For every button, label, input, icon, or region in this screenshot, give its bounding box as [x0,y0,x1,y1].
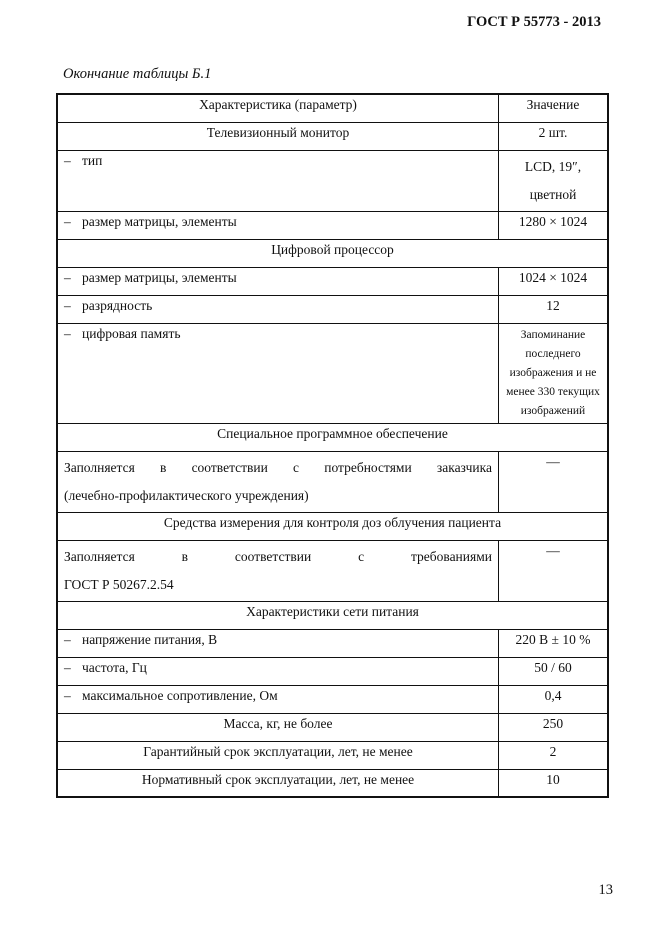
table-row [57,741,608,769]
spec-table [56,93,609,798]
row-value: 2 шт. [499,122,609,150]
section-title: Средства измерения для контроля доз облучения пациента [57,512,608,540]
row-label-line: ГОСТ Р 50267.2.54 [64,576,174,592]
table-row [57,657,608,685]
row-label [57,150,499,211]
document-id: ГОСТ Р 55773 - 2013 [467,14,601,30]
row-label-line: Заполняется в соответствии с требованиями [64,548,492,564]
row-label: Нормативный срок эксплуатации, лет, не менее [57,769,499,797]
section-title: Характеристики сети питания [57,601,608,629]
row-value: 12 [499,295,609,323]
section-row [57,512,608,540]
row-label-text: размер матрицы, элементы [82,213,237,229]
table-caption: Окончание таблицы Б.1 [63,66,212,82]
table-row [57,323,608,423]
row-label [57,451,499,512]
row-label [57,629,499,657]
list-dash: – [64,213,71,229]
section-row [57,601,608,629]
row-label: Телевизионный монитор [57,122,499,150]
value-line: LCD, 19″, [524,158,582,174]
row-label-text: частота, Гц [82,659,147,675]
row-value: — [499,540,609,601]
value-line: Запоминание [520,328,586,341]
table-row [57,211,608,239]
row-value [499,323,609,423]
list-dash: – [64,631,71,647]
row-label-text: разрядность [82,297,153,313]
list-dash: – [64,152,71,168]
row-label [57,295,499,323]
row-label [57,323,499,423]
row-label-text: максимальное сопротивление, Ом [82,687,278,703]
row-value: 0,4 [499,685,609,713]
list-dash: – [64,297,71,313]
list-dash: – [64,269,71,285]
table-row [57,685,608,713]
value-line: изображения и не [509,366,597,379]
value-line: менее 330 текущих [506,385,600,398]
section-title: Специальное программное обеспечение [57,423,608,451]
row-label [57,657,499,685]
row-label-text: напряжение питания, В [82,631,218,647]
header-parameter: Характеристика (параметр) [57,94,499,122]
table-row [57,150,608,211]
row-label [57,267,499,295]
row-value: 250 [499,713,609,741]
row-label-line: Заполняется в соответствии с потребностями заказчика [64,459,492,475]
row-label-text: цифровая память [82,325,181,341]
table-row [57,295,608,323]
row-value: 10 [499,769,609,797]
row-value: 2 [499,741,609,769]
table-row [57,713,608,741]
row-label: Масса, кг, не более [57,713,499,741]
page-number: 13 [598,882,613,898]
header-value: Значение [499,94,609,122]
list-dash: – [64,325,71,341]
section-row [57,239,608,267]
row-label-text: тип [82,152,103,168]
table-row [57,629,608,657]
list-dash: – [64,659,71,675]
table-row [57,769,608,797]
table-row [57,122,608,150]
list-dash: – [64,687,71,703]
value-line: цветной [529,186,577,202]
section-row [57,423,608,451]
row-value: 1280 × 1024 [499,211,609,239]
row-value: — [499,451,609,512]
row-value: 50 / 60 [499,657,609,685]
table-row [57,540,608,601]
table-row [57,451,608,512]
section-title: Цифровой процессор [57,239,608,267]
table-row [57,267,608,295]
row-value: 220 В ± 10 % [499,629,609,657]
row-label: Гарантийный срок эксплуатации, лет, не менее [57,741,499,769]
row-label-line: (лечебно-профилактического учреждения) [64,487,309,503]
row-label [57,685,499,713]
value-line: последнего [525,347,581,360]
row-label [57,211,499,239]
table-header-row [57,94,608,122]
row-value [499,150,609,211]
row-label-text: размер матрицы, элементы [82,269,237,285]
row-value: 1024 × 1024 [499,267,609,295]
row-label [57,540,499,601]
value-line: изображений [520,404,586,417]
